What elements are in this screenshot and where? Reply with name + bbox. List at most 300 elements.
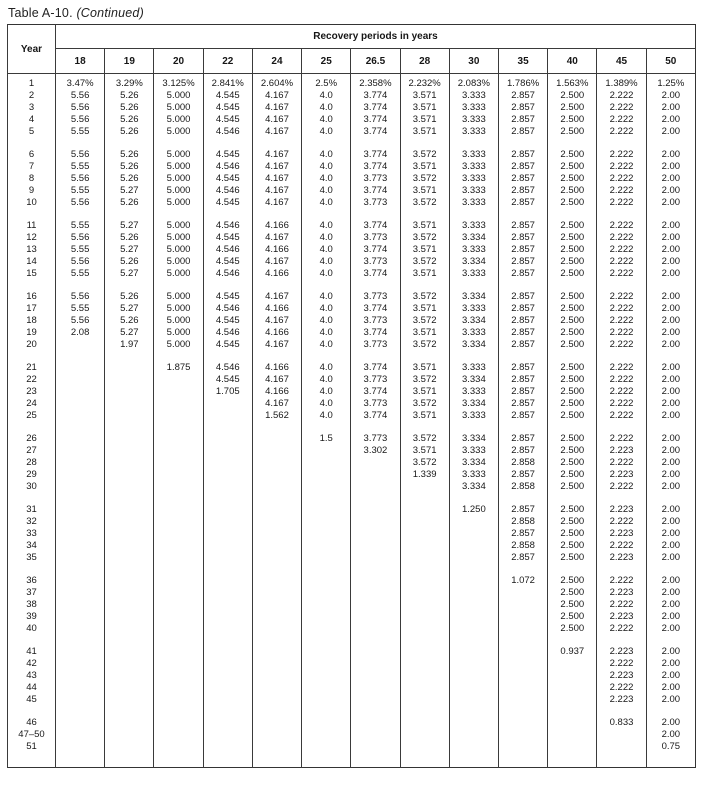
rate-cell xyxy=(302,729,351,741)
rate-cell xyxy=(400,528,449,540)
rate-cell xyxy=(56,575,105,587)
rate-cell: 5.56 xyxy=(56,114,105,126)
rate-cell: 2.223 xyxy=(597,528,646,540)
rate-cell xyxy=(498,646,547,658)
period-column-header: 24 xyxy=(252,49,301,74)
rate-cell xyxy=(597,729,646,741)
rate-cell xyxy=(56,729,105,741)
rate-cell xyxy=(302,599,351,611)
table-row xyxy=(8,481,696,493)
rate-cell: 2.857 xyxy=(498,197,547,209)
header-row-top xyxy=(8,25,696,49)
rate-cell: 5.55 xyxy=(56,126,105,138)
rate-cell xyxy=(203,717,252,729)
rate-cell: 2.00 xyxy=(646,646,695,658)
year-cell: 10 xyxy=(8,197,56,209)
spacer-cell xyxy=(351,138,400,149)
rate-cell xyxy=(400,658,449,670)
rate-cell: 4.166 xyxy=(252,268,301,280)
rate-cell: 3.334 xyxy=(449,256,498,268)
rate-cell: 2.222 xyxy=(597,540,646,552)
rate-cell: 4.166 xyxy=(252,220,301,232)
rate-cell: 4.167 xyxy=(252,232,301,244)
table-row xyxy=(8,741,696,753)
rate-cell: 2.222 xyxy=(597,173,646,185)
table-row xyxy=(8,232,696,244)
spacer-cell xyxy=(351,209,400,220)
rate-cell: 4.0 xyxy=(302,149,351,161)
rate-cell: 2.222 xyxy=(597,102,646,114)
rate-cell xyxy=(105,670,154,682)
rate-cell: 3.773 xyxy=(351,232,400,244)
rate-cell: 2.858 xyxy=(498,516,547,528)
year-cell: 33 xyxy=(8,528,56,540)
rate-cell: 3.773 xyxy=(351,339,400,351)
rate-cell xyxy=(105,575,154,587)
rate-cell xyxy=(400,670,449,682)
rate-cell: 5.000 xyxy=(154,173,203,185)
rate-cell xyxy=(498,729,547,741)
rate-cell: 4.166 xyxy=(252,362,301,374)
spacer-cell xyxy=(646,706,695,717)
year-cell: 6 xyxy=(8,149,56,161)
spacer-cell xyxy=(498,706,547,717)
spacer-cell xyxy=(449,753,498,768)
group-spacer-row xyxy=(8,209,696,220)
rate-cell: 3.333 xyxy=(449,90,498,102)
spacer-cell xyxy=(351,635,400,646)
rate-cell: 2.00 xyxy=(646,291,695,303)
rate-cell: 2.500 xyxy=(548,102,597,114)
year-cell: 35 xyxy=(8,552,56,564)
rate-cell: 3.334 xyxy=(449,398,498,410)
spacer-cell xyxy=(56,635,105,646)
rate-cell: 3.334 xyxy=(449,481,498,493)
spacer-cell xyxy=(597,706,646,717)
rate-cell: 2.00 xyxy=(646,552,695,564)
spacer-cell xyxy=(597,422,646,433)
rate-cell xyxy=(351,682,400,694)
rate-cell: 2.222 xyxy=(597,232,646,244)
year-cell: 44 xyxy=(8,682,56,694)
rate-cell: 4.167 xyxy=(252,339,301,351)
rate-cell xyxy=(105,623,154,635)
rate-cell: 4.546 xyxy=(203,185,252,197)
rate-cell: 4.0 xyxy=(302,232,351,244)
rate-cell: 3.773 xyxy=(351,398,400,410)
spacer-cell xyxy=(548,753,597,768)
spacer-cell xyxy=(105,351,154,362)
rate-cell: 5.55 xyxy=(56,268,105,280)
rate-cell xyxy=(154,611,203,623)
spacer-cell xyxy=(8,422,56,433)
rate-cell xyxy=(252,575,301,587)
rate-cell: 3.571 xyxy=(400,220,449,232)
rate-cell: 3.333 xyxy=(449,268,498,280)
year-cell: 4 xyxy=(8,114,56,126)
rate-cell: 1.875 xyxy=(154,362,203,374)
rate-cell: 2.00 xyxy=(646,717,695,729)
rate-cell: 2.858 xyxy=(498,540,547,552)
period-column-header: 50 xyxy=(646,49,695,74)
rate-cell: 2.500 xyxy=(548,126,597,138)
rate-cell: 2.500 xyxy=(548,114,597,126)
rate-cell: 2.222 xyxy=(597,481,646,493)
rate-cell: 2.857 xyxy=(498,504,547,516)
year-cell: 42 xyxy=(8,658,56,670)
rate-cell xyxy=(498,658,547,670)
rate-cell xyxy=(252,504,301,516)
rate-cell xyxy=(252,670,301,682)
rate-cell: 2.00 xyxy=(646,114,695,126)
rate-cell: 4.545 xyxy=(203,102,252,114)
rate-cell: 4.167 xyxy=(252,173,301,185)
rate-cell: 2.500 xyxy=(548,268,597,280)
spacer-cell xyxy=(56,706,105,717)
rate-cell: 2.841% xyxy=(203,78,252,90)
rate-cell xyxy=(252,717,301,729)
rate-cell: 3.571 xyxy=(400,445,449,457)
rate-cell: 3.333 xyxy=(449,197,498,209)
rate-cell xyxy=(154,646,203,658)
spacer-cell xyxy=(449,706,498,717)
rate-cell xyxy=(56,658,105,670)
rate-cell: 2.500 xyxy=(548,185,597,197)
rate-cell xyxy=(400,694,449,706)
rate-cell: 5.27 xyxy=(105,220,154,232)
rate-cell: 3.571 xyxy=(400,90,449,102)
rate-cell: 2.00 xyxy=(646,220,695,232)
rate-cell xyxy=(449,599,498,611)
rate-cell: 3.774 xyxy=(351,362,400,374)
rate-cell: 2.222 xyxy=(597,599,646,611)
rate-cell: 2.222 xyxy=(597,327,646,339)
spacer-cell xyxy=(400,493,449,504)
rate-cell: 4.166 xyxy=(252,303,301,315)
rate-cell xyxy=(56,599,105,611)
rate-cell: 2.222 xyxy=(597,386,646,398)
rate-cell: 2.00 xyxy=(646,599,695,611)
year-cell: 15 xyxy=(8,268,56,280)
rate-cell: 2.223 xyxy=(597,646,646,658)
rate-cell xyxy=(302,623,351,635)
rate-cell xyxy=(351,729,400,741)
rate-cell: 1.5 xyxy=(302,433,351,445)
rate-cell: 2.00 xyxy=(646,362,695,374)
rate-cell: 4.0 xyxy=(302,197,351,209)
rate-cell xyxy=(203,611,252,623)
rate-cell xyxy=(449,516,498,528)
rate-cell: 2.00 xyxy=(646,682,695,694)
rate-cell: 4.546 xyxy=(203,220,252,232)
spacer-cell xyxy=(646,564,695,575)
rate-cell: 3.302 xyxy=(351,445,400,457)
rate-cell xyxy=(56,611,105,623)
spacer-cell xyxy=(302,280,351,291)
table-row xyxy=(8,315,696,327)
rate-cell xyxy=(105,729,154,741)
table-row xyxy=(8,504,696,516)
rate-cell xyxy=(400,646,449,658)
spacer-cell xyxy=(252,493,301,504)
rate-cell: 2.222 xyxy=(597,161,646,173)
rate-cell xyxy=(400,729,449,741)
spacer-cell xyxy=(203,138,252,149)
rate-cell: 5.26 xyxy=(105,232,154,244)
rate-cell: 3.571 xyxy=(400,185,449,197)
rate-cell xyxy=(105,587,154,599)
rate-cell: 4.545 xyxy=(203,256,252,268)
rate-cell: 2.00 xyxy=(646,670,695,682)
rate-cell xyxy=(154,717,203,729)
rate-cell xyxy=(351,694,400,706)
rate-cell: 3.773 xyxy=(351,256,400,268)
rate-cell: 2.223 xyxy=(597,694,646,706)
rate-cell: 3.333 xyxy=(449,126,498,138)
rate-cell: 2.222 xyxy=(597,268,646,280)
period-column-header: 40 xyxy=(548,49,597,74)
year-cell: 36 xyxy=(8,575,56,587)
rate-cell xyxy=(203,694,252,706)
rate-cell: 2.222 xyxy=(597,339,646,351)
spacer-cell xyxy=(597,138,646,149)
rate-cell xyxy=(302,469,351,481)
spacer-cell xyxy=(302,493,351,504)
spacer-cell xyxy=(498,635,547,646)
spacer-cell xyxy=(597,635,646,646)
period-column-header: 25 xyxy=(302,49,351,74)
spacer-cell xyxy=(400,209,449,220)
rate-cell: 2.223 xyxy=(597,445,646,457)
rate-cell: 3.773 xyxy=(351,315,400,327)
rate-cell: 4.546 xyxy=(203,303,252,315)
rate-cell: 3.571 xyxy=(400,362,449,374)
rate-cell xyxy=(449,682,498,694)
rate-cell: 2.08 xyxy=(56,327,105,339)
rate-cell xyxy=(449,717,498,729)
table-row xyxy=(8,646,696,658)
rate-cell xyxy=(105,694,154,706)
rate-cell xyxy=(302,481,351,493)
rate-cell: 5.000 xyxy=(154,126,203,138)
rate-cell: 4.167 xyxy=(252,90,301,102)
spacer-cell xyxy=(449,422,498,433)
rate-cell: 2.500 xyxy=(548,149,597,161)
rate-cell: 2.00 xyxy=(646,623,695,635)
rate-cell xyxy=(56,552,105,564)
rate-cell: 3.571 xyxy=(400,244,449,256)
rate-cell: 0.75 xyxy=(646,741,695,753)
rate-cell: 2.00 xyxy=(646,149,695,161)
rate-cell: 3.774 xyxy=(351,303,400,315)
rate-cell xyxy=(351,575,400,587)
rate-cell: 2.223 xyxy=(597,552,646,564)
rate-cell: 2.858 xyxy=(498,481,547,493)
table-row xyxy=(8,161,696,173)
rate-cell xyxy=(351,611,400,623)
rate-cell xyxy=(351,504,400,516)
rate-cell xyxy=(203,504,252,516)
rate-cell xyxy=(351,741,400,753)
rate-cell: 3.572 xyxy=(400,339,449,351)
rate-cell: 2.00 xyxy=(646,729,695,741)
rate-cell: 2.500 xyxy=(548,599,597,611)
rate-cell: 5.56 xyxy=(56,256,105,268)
year-cell: 16 xyxy=(8,291,56,303)
spacer-cell xyxy=(203,280,252,291)
spacer-cell xyxy=(154,753,203,768)
rate-cell: 3.774 xyxy=(351,410,400,422)
rate-cell xyxy=(449,528,498,540)
rate-cell: 4.0 xyxy=(302,410,351,422)
rate-cell: 2.222 xyxy=(597,149,646,161)
rate-cell xyxy=(154,433,203,445)
spacer-cell xyxy=(400,564,449,575)
spacer-cell xyxy=(646,209,695,220)
rate-cell xyxy=(154,729,203,741)
spacer-cell xyxy=(56,753,105,768)
rate-cell xyxy=(154,457,203,469)
spacer-cell xyxy=(302,351,351,362)
rate-cell: 5.56 xyxy=(56,291,105,303)
year-cell: 43 xyxy=(8,670,56,682)
rate-cell xyxy=(56,398,105,410)
rate-cell: 5.27 xyxy=(105,185,154,197)
rate-cell xyxy=(498,587,547,599)
spacer-cell xyxy=(154,209,203,220)
rate-cell: 4.167 xyxy=(252,102,301,114)
table-row xyxy=(8,185,696,197)
rate-cell: 3.47% xyxy=(56,78,105,90)
rate-cell: 3.572 xyxy=(400,291,449,303)
rate-cell xyxy=(302,528,351,540)
rate-cell: 1.250 xyxy=(449,504,498,516)
rate-cell: 2.00 xyxy=(646,268,695,280)
rate-cell: 5.27 xyxy=(105,303,154,315)
rate-cell: 4.167 xyxy=(252,197,301,209)
rate-cell xyxy=(449,623,498,635)
spacer-cell xyxy=(203,209,252,220)
rate-cell: 2.222 xyxy=(597,362,646,374)
rate-cell: 2.500 xyxy=(548,433,597,445)
rate-cell: 2.857 xyxy=(498,173,547,185)
rate-cell: 4.0 xyxy=(302,102,351,114)
rate-cell xyxy=(56,433,105,445)
spacer-cell xyxy=(302,635,351,646)
rate-cell xyxy=(302,694,351,706)
year-cell: 13 xyxy=(8,244,56,256)
rate-cell xyxy=(351,540,400,552)
rate-cell: 2.223 xyxy=(597,469,646,481)
spacer-cell xyxy=(56,351,105,362)
rate-cell: 4.167 xyxy=(252,149,301,161)
spacer-cell xyxy=(548,422,597,433)
rate-cell: 5.26 xyxy=(105,256,154,268)
rate-cell xyxy=(252,516,301,528)
rate-cell: 5.26 xyxy=(105,126,154,138)
rate-cell: 2.222 xyxy=(597,374,646,386)
table-header xyxy=(8,25,696,74)
rate-cell: 3.773 xyxy=(351,291,400,303)
table-row xyxy=(8,729,696,741)
rate-cell xyxy=(302,504,351,516)
table-row xyxy=(8,90,696,102)
rate-cell: 3.572 xyxy=(400,256,449,268)
rate-cell xyxy=(154,504,203,516)
rate-cell: 4.0 xyxy=(302,161,351,173)
rate-cell: 3.572 xyxy=(400,374,449,386)
rate-cell xyxy=(400,717,449,729)
rate-cell: 0.937 xyxy=(548,646,597,658)
rate-cell: 5.26 xyxy=(105,173,154,185)
rate-cell: 5.000 xyxy=(154,303,203,315)
rate-cell: 2.222 xyxy=(597,410,646,422)
rate-cell: 5.000 xyxy=(154,244,203,256)
period-column-header: 28 xyxy=(400,49,449,74)
rate-cell xyxy=(400,682,449,694)
rate-cell: 2.857 xyxy=(498,303,547,315)
rate-cell xyxy=(548,741,597,753)
rate-cell: 2.500 xyxy=(548,374,597,386)
rate-cell: 3.333 xyxy=(449,220,498,232)
spacer-cell xyxy=(646,280,695,291)
rate-cell: 4.546 xyxy=(203,126,252,138)
year-cell: 5 xyxy=(8,126,56,138)
rate-cell: 4.545 xyxy=(203,197,252,209)
rate-cell: 4.545 xyxy=(203,315,252,327)
spacer-cell xyxy=(449,138,498,149)
rate-cell: 2.222 xyxy=(597,256,646,268)
rate-cell: 4.166 xyxy=(252,327,301,339)
spacer-cell xyxy=(498,351,547,362)
rate-cell: 2.500 xyxy=(548,445,597,457)
rate-cell: 3.334 xyxy=(449,457,498,469)
rate-cell xyxy=(548,717,597,729)
rate-cell: 4.167 xyxy=(252,374,301,386)
rate-cell: 2.857 xyxy=(498,362,547,374)
rate-cell: 4.546 xyxy=(203,268,252,280)
spacer-cell xyxy=(302,564,351,575)
rate-cell: 5.000 xyxy=(154,339,203,351)
rate-cell xyxy=(498,611,547,623)
table-row xyxy=(8,386,696,398)
rate-cell: 2.500 xyxy=(548,303,597,315)
rate-cell xyxy=(154,398,203,410)
rate-cell: 2.500 xyxy=(548,587,597,599)
spacer-cell xyxy=(105,753,154,768)
rate-cell xyxy=(302,540,351,552)
spacer-cell xyxy=(252,351,301,362)
rate-cell: 1.563% xyxy=(548,78,597,90)
spacer-cell xyxy=(548,706,597,717)
spacer-cell xyxy=(597,493,646,504)
rate-cell: 5.56 xyxy=(56,102,105,114)
year-cell: 7 xyxy=(8,161,56,173)
rate-cell xyxy=(302,682,351,694)
rate-cell: 4.0 xyxy=(302,303,351,315)
rate-cell: 3.572 xyxy=(400,149,449,161)
rate-cell: 4.166 xyxy=(252,386,301,398)
rate-cell xyxy=(351,528,400,540)
spacer-cell xyxy=(449,351,498,362)
period-column-header: 18 xyxy=(56,49,105,74)
rate-cell: 2.857 xyxy=(498,445,547,457)
rate-cell: 5.000 xyxy=(154,114,203,126)
rate-cell: 2.857 xyxy=(498,410,547,422)
spacer-cell xyxy=(400,351,449,362)
rate-cell xyxy=(203,445,252,457)
spacer-cell xyxy=(8,138,56,149)
